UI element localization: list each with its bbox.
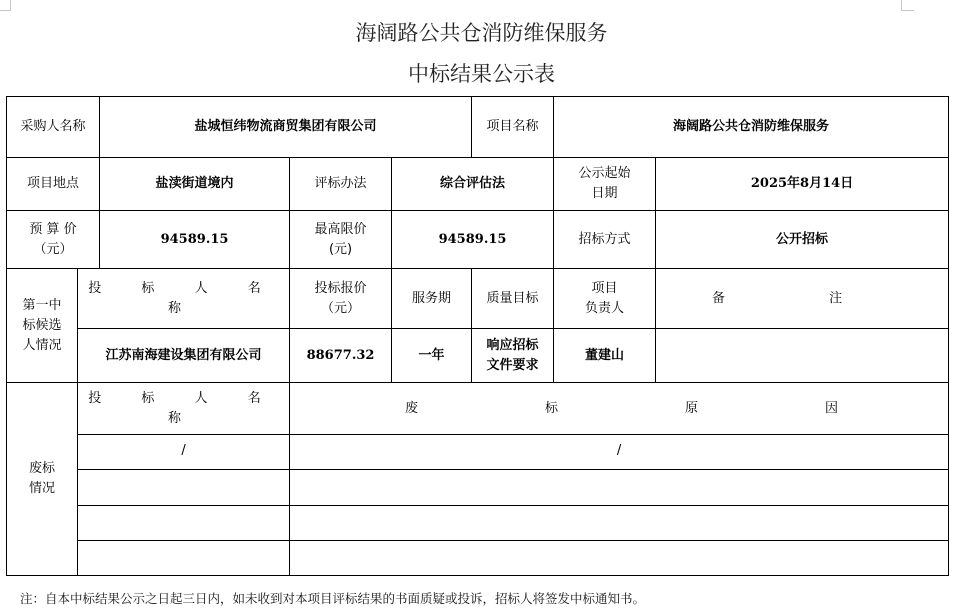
eval-method-label: 评标办法 [290, 158, 392, 211]
candidate-header-row [7, 269, 949, 329]
footnote: 注：自本中标结果公示之日起三日内，如未收到对本项目评标结果的书面质疑或投诉，招标人将签发中标通知书。 [20, 591, 646, 606]
disqualified-section-label [7, 383, 78, 576]
disqualified-header-row [7, 383, 949, 435]
project-name-label: 项目名称 [472, 97, 554, 158]
disqualified-reason [290, 470, 949, 506]
max-price-label-line2: (元) [328, 241, 353, 257]
reason-header-char: 标 [545, 400, 559, 416]
document-subtitle: 中标结果公示表 [408, 62, 555, 86]
bid-result-table [6, 96, 949, 576]
candidate-quality-target-line1: 响应招标 [486, 337, 539, 353]
purchaser-value: 盐城恒纬物流商贸集团有限公司 [100, 97, 472, 158]
disqualified-bidder-name [78, 470, 290, 506]
reason-header-char: 废 [405, 400, 419, 416]
disqualified-section-label-line1: 废标 [28, 461, 55, 476]
candidate-row [7, 329, 949, 383]
project-manager-header-line1: 项目 [591, 280, 618, 296]
candidate-section-label [7, 269, 78, 383]
project-manager-header [554, 269, 656, 329]
purchaser-label: 采购人名称 [7, 97, 100, 158]
publish-date-label [554, 158, 656, 211]
reason-header-char: 因 [825, 400, 839, 416]
bid-price-header-line1: 投标报价 [314, 280, 367, 296]
candidate-quality-target [472, 329, 554, 383]
candidate-remarks [656, 329, 949, 383]
eval-method-value: 综合评估法 [392, 158, 554, 211]
reason-header-char: 原 [685, 400, 699, 416]
page-corner-mark-left [0, 0, 11, 11]
max-price-value: 94589.15 [392, 211, 554, 269]
budget-row [7, 211, 949, 269]
disqualified-bidder-name [78, 541, 290, 576]
project-manager-header-line2: 负责人 [585, 300, 625, 316]
disqualified-section-label-line2: 情况 [28, 481, 55, 496]
budget-label-line1: 预 算 价 [29, 221, 77, 237]
publish-date-label-line2: 日期 [591, 186, 618, 201]
page-corner-mark-right [901, 0, 914, 11]
disqualified-reason [290, 506, 949, 541]
location-label: 项目地点 [7, 158, 100, 211]
candidate-quality-target-line2: 文件要求 [486, 357, 539, 373]
disqualified-row [7, 435, 949, 470]
service-period-header: 服务期 [392, 269, 472, 329]
budget-label-line2: （元） [33, 241, 73, 257]
publish-date-label-line1: 公示起始 [578, 166, 631, 181]
candidate-section-label-line3: 人情况 [22, 337, 62, 353]
budget-label [7, 211, 100, 269]
disqualified-reason [290, 541, 949, 576]
candidate-bidder-name: 江苏南海建设集团有限公司 [78, 329, 290, 383]
tender-method-value: 公开招标 [656, 211, 949, 269]
disqualified-bidder-name [78, 506, 290, 541]
candidate-service-period: 一年 [392, 329, 472, 383]
max-price-label-line1: 最高限价 [314, 221, 367, 237]
tender-method-label: 招标方式 [554, 211, 656, 269]
disqualified-bidder-name: / [78, 435, 290, 470]
bidder-name-header: 投 标 人 名 称 [78, 269, 290, 329]
quality-target-header: 质量目标 [472, 269, 554, 329]
document-title: 海阔路公共仓消防维保服务 [355, 21, 608, 45]
disqualified-reason: / [290, 435, 949, 470]
budget-value: 94589.15 [100, 211, 290, 269]
max-price-label [290, 211, 392, 269]
project-name-value: 海阔路公共仓消防维保服务 [554, 97, 949, 158]
disqualified-reason-header [290, 383, 949, 435]
candidate-project-manager: 董建山 [554, 329, 656, 383]
remarks-header: 备 注 [656, 269, 949, 329]
location-value: 盐渎街道境内 [100, 158, 290, 211]
disqualified-row [7, 506, 949, 541]
disqualified-row [7, 541, 949, 576]
candidate-bid-price: 88677.32 [290, 329, 392, 383]
disqualified-row [7, 470, 949, 506]
publish-date-value: 2025年8月14日 [656, 158, 949, 211]
candidate-section-label-line2: 标候选 [22, 317, 62, 333]
location-row [7, 158, 949, 211]
disqualified-bidder-name-header: 投 标 人 名 称 [78, 383, 290, 435]
candidate-section-label-line1: 第一中 [22, 297, 62, 313]
bid-price-header [290, 269, 392, 329]
purchaser-row [7, 97, 949, 158]
bid-price-header-line2: （元） [321, 300, 361, 316]
